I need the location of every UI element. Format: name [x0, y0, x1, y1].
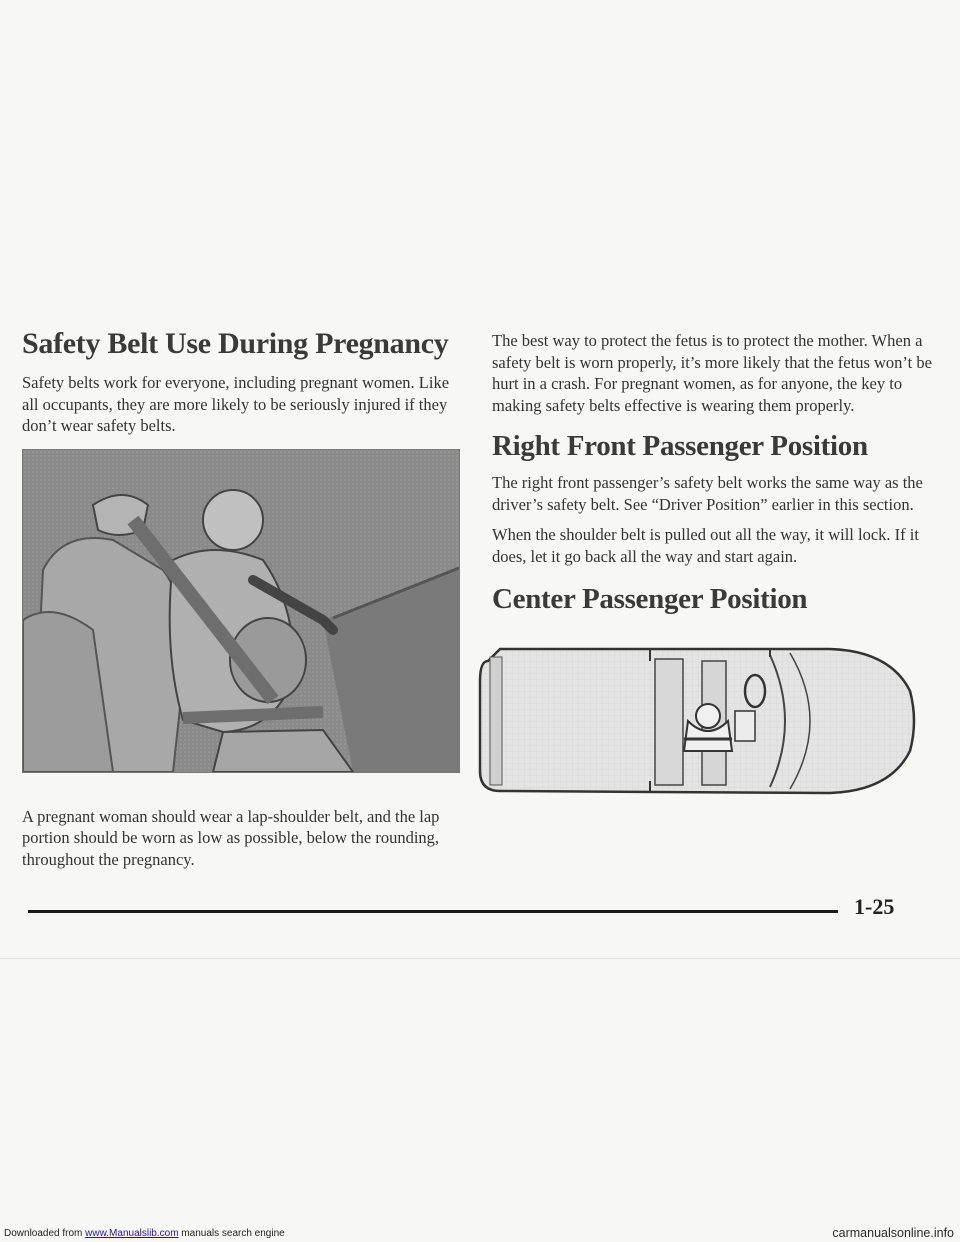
- watermark: carmanualsonline.info: [832, 1226, 954, 1240]
- right-column: [492, 330, 937, 809]
- download-notice: [4, 1228, 285, 1240]
- section-heading-pregnancy: Safety Belt Use During Pregnancy: [22, 327, 449, 360]
- pregnant-woman-drawing: [23, 450, 459, 772]
- car-top-view-drawing: [470, 631, 922, 809]
- left-column: [22, 326, 462, 870]
- section-heading-right-front: Right Front Passenger Position: [492, 430, 868, 462]
- section-heading-center: Center Passenger Position: [492, 583, 808, 615]
- page-number: 1-25: [854, 894, 895, 919]
- right-front-paragraph: The right front passenger’s safety belt works the same way as the driver’s safety belt. See “Driver Position” earlier in this section.: [492, 473, 923, 514]
- manualslib-link[interactable]: www.Manualslib.com: [85, 1228, 179, 1239]
- belt-caption: A pregnant woman should wear a lap-shoulder belt, and the lap portion should be worn as low as possible, below the rounding, throughout the pregnancy.: [22, 806, 440, 869]
- shoulder-belt-paragraph: When the shoulder belt is pulled out all the way, it will lock. If it does, let it go back all the way and start again.: [492, 525, 919, 566]
- download-suffix: manuals search engine: [178, 1228, 285, 1239]
- pregnant-woman-illustration: [22, 449, 460, 773]
- download-prefix: Downloaded from: [4, 1228, 86, 1239]
- fetus-paragraph: The best way to protect the fetus is to protect the mother. When a safety belt is worn properly, it’s more likely that the fetus won’t be hurt in a crash. For pregnant women, as for anyone, the key to making safety belts effective is wearing them properly.: [492, 331, 932, 415]
- scan-edge-line: [0, 958, 960, 959]
- footer-rule: [28, 910, 838, 913]
- intro-paragraph: Safety belts work for everyone, including pregnant women. Like all occupants, they are more likely to be seriously injured if they don’t wear safety belts.: [22, 373, 450, 435]
- car-top-view-illustration: [470, 631, 922, 809]
